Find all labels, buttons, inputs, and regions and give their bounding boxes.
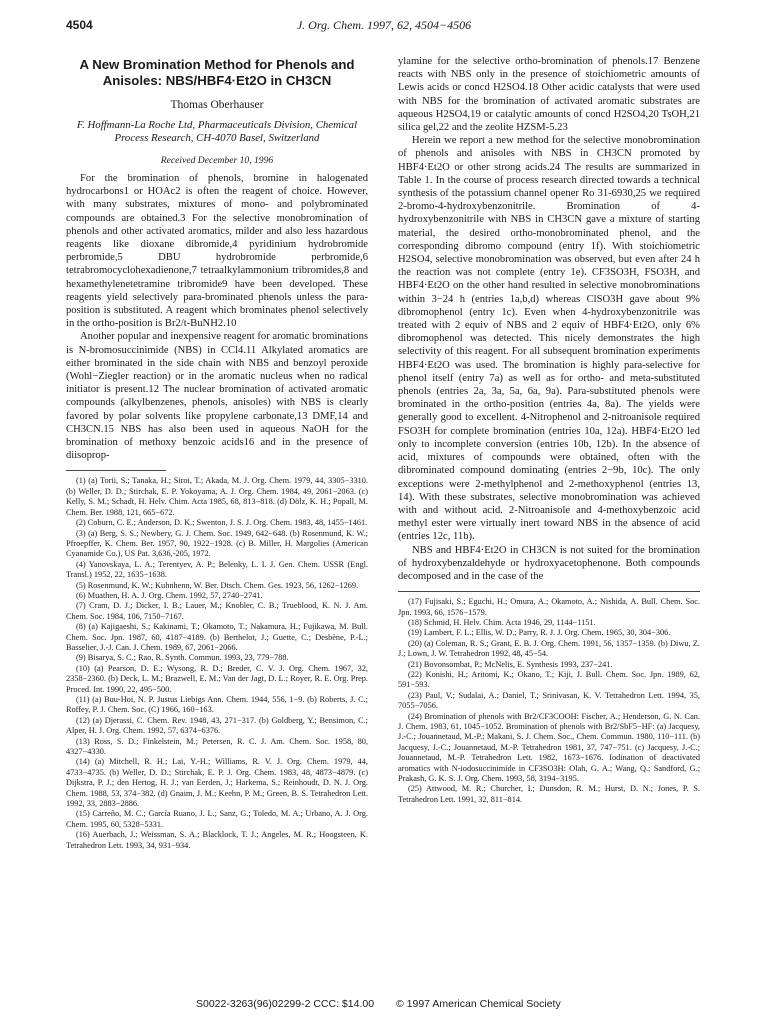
running-header [66,18,702,38]
reference-item: (9) Bisarya, S. C.; Rao, R. Synth. Commun. 1993, 23, 779−788. [76,653,289,663]
reference-item: (8) (a) Kajigaeshi, S.; Kakinami, T.; Okamoto, T.; Nakamura, H.; Fujikawa, M. Bull. Chem. Soc. Jpn. 1987, 60, 4187−4189. (b) Berthelot, J.; Guette, C.; Desbène, P.-L.; Basselier, J.-J. Can. J. Chem. 1989, 67, 2061−2066. [66,622,368,652]
reference-item: (7) Cram, D. J.; Dicker, I. B.; Lauer, M.; Knobler, C. B.; Trueblood, K. N. J. Am. Chem. Soc. 1984, 106, 7150−7167. [66,601,368,621]
page-number: 4504 [66,18,93,32]
reference-item: (11) (a) Buu-Hoi, N. P. Justus Liebigs Ann. Chem. 1944, 556, 1−9. (b) Roberts, J. C.; Roffey, P. J. Chem. Soc. (C) 1966, 160−163. [66,695,368,715]
received-date: Received December 10, 1996 [160,155,274,166]
reference-item: (16) Auerbach, J.; Weissman, S. A.; Blacklock, T. J.; Angeles, M. R.; Hoogsteen, K. Tetrahedron Lett. 1993, 34, 931−934. [66,830,368,850]
reference-item: (24) Bromination of phenols with Br2/CF3COOH: Fischer, A.; Henderson, G. N. Can. J. Chem. 1983, 61, 1045−1052. Bromination of phenols with Br2/SbF5−HF: (a) Jacquesy, J.-C.; Jouannetaud, M.-P.; Makani, S. J. Chem. Soc., Chem. Commun. 1980, 110−111. (b) Jacquesy, J.-C.; Jouannetaud, M.-P. Tetrahedron 1981, 37, 747−751. (c) Jacquesy, J.-C.; Jouannetaud, M.-P. Tetrahedron Lett. 1982, 1673−1676. Iodination of deactivated aromatics with N-iodosuccinimide in CF3SO3H: Olah, G. A.; Wang, Q.; Sandford, G.; Prakash, G. K. S. J. Org. Chem. 1993, 58, 3194−3195. [398,711,700,784]
author-affiliation: F. Hoffmann-La Roche Ltd, Pharmaceuticals Division, Chemical Process Research, CH-4070 Basel, Switzerland [76,119,358,144]
right-column [398,55,700,805]
reference-item: (20) (a) Coleman, R. S.; Grant, E. B. J. Org. Chem. 1991, 56, 1357−1359. (b) Diwu, Z. J.; Lown, J. W. Tetrahedron 1992, 48, 45−54. [398,638,700,659]
body-paragraph: NBS and HBF4·Et2O in CH3CN is not suited for the bromination of hydroxybenzaldehyde or hydroxyacetophenone. Both compounds decomposed and in the case of the [398,544,700,582]
article-title: A New Bromination Method for Phenols and Anisoles: NBS/HBF4·Et2O in CH3CN [79,57,355,88]
reference-item: (12) (a) Djerassi, C. Chem. Rev. 1948, 43, 271−317. (b) Goldberg, Y.; Bensimon, C.; Alper, H. J. Org. Chem. 1992, 57, 6374−6376. [66,715,368,736]
reference-item: (18) Schmid, H. Helv. Chim. Acta 1946, 29, 1144−1151. [408,617,596,627]
reference-item: (13) Ross, S. D.; Finkelstein, M.; Petersen, R. C. J. Am. Chem. Soc. 1958, 80, 4327−4330. [66,736,368,757]
reference-item: (6) Muathen, H. A. J. Org. Chem. 1992, 57, 2740−2741. [76,590,263,600]
reference-item: (19) Lambert, F. L.; Ellis, W. D.; Parry, R. J. J. Org. Chem. 1965, 30, 304−306. [408,628,671,638]
left-column [66,55,368,851]
footnote-divider [66,470,166,471]
copyright-notice: © 1997 American Chemical Society [396,998,561,1010]
body-paragraph: For the bromination of phenols, bromine in halogenated hydrocarbons1 or HOAc2 is often the reagent of choice. However, with many substrates, mixtures of mono- and polybrominated compounds are obtained.3 For the selective monobromination of phenols and other activated aromatics, milder and also less hazardous reagents like dioxane dibromide,4 pyridinium hydrobromide perbromide,5 DBU hydrobromide perbromide,6 tetrabromocyclohexadienone,7 tetraalkylammonium tribromides,8 and hexamethylenetetramine tribromide9 have been developed. These reagents yield selectively para-brominated phenols unless the para-position is substituted. A reagent which brominates phenol selectively in the ortho-position is Br2/t-BuNH2.10 [66,173,368,330]
reference-item: (23) Paul, V.; Sudalai, A.; Daniel, T.; Srinivasan, K. V. Tetrahedron Lett. 1994, 35, 7055−7056. [398,690,700,711]
reference-item: (1) (a) Torii, S.; Tanaka, H.; Siroi, T.; Akada, M. J. Org. Chem. 1979, 44, 3305−3310. (b) Weller, D. D.; Stirchak, E. P. Yokoyama, A. J. Org. Chem. 1984, 49, 2061−2063. (c) Kelly, S. M.; Schadt, H. Helv. Chim. Acta 1985, 68, 813−818. (d) Dölz, K. H.; Popall, M. Chem. Ber. 1988, 121, 665−672. [66,476,368,517]
reference-item: (3) (a) Berg, S. S.; Newbery, G. J. Chem. Soc. 1949, 642−648. (b) Rosenmund, K. W.; Pfroepffer, K. Chem. Ber. 1957, 90, 1922−1928. (c) B. Miller, H. Margolies (American Cyanamide Co.), US Pat. 3,636,-205, 1972. [66,528,368,559]
author-name: Thomas Oberhauser [170,99,264,111]
reference-list [66,476,368,851]
reference-item: (21) Bovonsombat, P.; McNelis, E. Synthesis 1993, 237−241. [408,659,613,669]
reference-item: (15) Carreño, M. C.; García Ruano, J. L.; Sanz, G.; Toledo, M. A.; Urbano, A. J. Org. Chem. 1995, 60, 5328−5331. [66,809,368,829]
reference-item: (5) Rosenmund, K. W.; Kuhnhenn, W. Ber. Dtsch. Chem. Ges. 1923, 56, 1262−1269. [76,580,359,590]
reference-item: (14) (a) Mitchell, R. H.; Lai, Y.-H.; Williams, R. V. J. Org. Chem. 1979, 44, 4733−4735. (b) Weller, D. D.; Stirchak, E. P. J. Org. Chem. 1983, 48, 4873−4879. (c) Dijkstra, P. J.; den Hertog, H. J.; van Eerden, J.; Harkema, S.; Reinhoudt, D. N. J. Org. Chem. 1988, 53, 374−382. (d) Gnaim, J. M.; Keehn, P. M.; Green, B. S. Tetrahedron Lett. 1992, 33, 2883−2886. [66,757,368,809]
reference-item: (4) Yanovskaya, L. A.; Terentyev, A. P.; Belenky, L. I. J. Gen. Chem. USSR (Engl. Transl.) 1952, 22, 1635−1638. [66,559,368,580]
body-paragraph: Herein we report a new method for the selective monobromination of phenols and anisoles with NBS in CH3CN promoted by HBF4·Et2O or other strong acids.24 The results are summarized in Table 1. In the course of process research directed towards a technical synthesis of the potassium channel opener Ro 31-6930,25 we required 2-bromo-4-hydroxybenzonitrile. Bromination of 4-hydroxybenzonitrile with NBS in CH3CN gave a mixture of starting material, the desired ortho-monobrominated phenol, and the corresponding dibromo compound (entry 1f). With stoichiometric H2SO4, selective monobromination was observed, but even after 24 h the reaction was not complete (entry 1e). CF3SO3H, FSO3H, and HBF4·Et2O on the other hand resulted in selective monobrominations within 3−24 h (entries 1a,b,d) whereas ClSO3H gave about 9% dibromophenol (entry 1c). Even when 4-hydroxybenzonitrile was treated with 2 equiv of NBS and 2 equiv of HBF4·Et2O, only 6% dibromophenol was detected. This nicely demonstrates the high selectivity of this reagent. For all subsequent bromination experiments HBF4·Et2O was used. The bromination is highly para-selective for phenol itself (entry 7a) as well as for ortho- and meta-substituted phenols (entries 2a, 3a, 5a, 6a, 9a). Para-substituted phenols were brominated in the ortho-position (entries 4a, 8a). The yields were generally good to excellent. 4-Nitrophenol and 2-nitroanisole required FSO3H for complete bromination (entries 10a, 12a). HBF4·Et2O led only to incomplete conversion (entries 10b, 12b). In the absence of acid, mixtures of compounds were obtained, often with the dibrominated compound dominating (entries 2−9b, 10c). The only exceptions were 2-methylphenol and 2-methoxyphenol (entries 13, 14). With these substrates, selective monobromination was achieved with and without acid. 2-Nitroanisole and 4-methoxybenzoic acid methyl ester were virtually inert toward NBS in the absence of acid (entries 12c, 11b). [398,135,700,543]
reference-list [398,597,700,805]
reference-item: (10) (a) Pearson, D. E.; Wysong, R. D.; Breder, C. V. J. Org. Chem. 1967, 32, 2358−2360. (b) Deck, L. M.; Brazwell, E. M.; Van der Jagt, D. L.; Royer, R. E. Org. Prep. Proced. Int. 1990, 22, 495−500. [66,663,368,694]
journal-citation: J. Org. Chem. 1997, 62, 4504−4506 [296,18,472,32]
reference-item: (17) Fujisaki, S.; Eguchi, H.; Omura, A.; Okamoto, A.; Nishida, A. Bull. Chem. Soc. Jpn. 1993, 66, 1576−1579. [398,597,700,617]
body-paragraph: Another popular and inexpensive reagent for aromatic brominations is N-bromosuccinimide (NBS) in CCl4.11 Alkylated aromatics are either brominated in the side chain with NBS and benzoyl peroxide (Wohl−Ziegler reaction) or in the aromatic nucleus when no radical initiator is present.12 The nuclear bromination of activated aromatic compounds (alkylbenzenes, phenols, anisoles) with NBS is clearly favored by polar solvents like propylene carbonate,13 DMF,14 and CH3CN.15 NBS has also been used in aqueous NaOH for the bromination of methoxy benzoic acids16 and in the presence of diisoprop- [66,331,368,462]
footnote-divider [398,591,700,592]
article-code: S0022-3263(96)02299-2 CCC: $14.00 [196,998,375,1010]
reference-item: (25) Attwood, M. R.; Churcher, I.; Dunsdon, R. M.; Hurst, D. N.; Jones, P. S. Tetrahedron Lett. 1991, 32, 811−814. [398,784,700,804]
reference-item: (22) Konishi, H.; Aritomi, K.; Okano, T.; Kiji, J. Bull. Chem. Soc. Jpn. 1989, 62, 591−593. [398,669,700,690]
reference-item: (2) Coburn, C. E.; Anderson, D. K.; Swenton, J. S. J. Org. Chem. 1983, 48, 1455−1461. [76,518,368,528]
body-paragraph: ylamine for the selective ortho-bromination of phenols.17 Benzene reacts with NBS only in the presence of stoichiometric amounts of Lewis acids or concd H2SO4.18 Other acidic catalysts that were used with NBS for the bromination of activated aromatic substrates are aqueous H2SO4,19 or catalytic amounts of concd H2SO4,20 TsOH,21 silica gel,22 and the zeolite HZSM-5.23 [398,56,700,134]
